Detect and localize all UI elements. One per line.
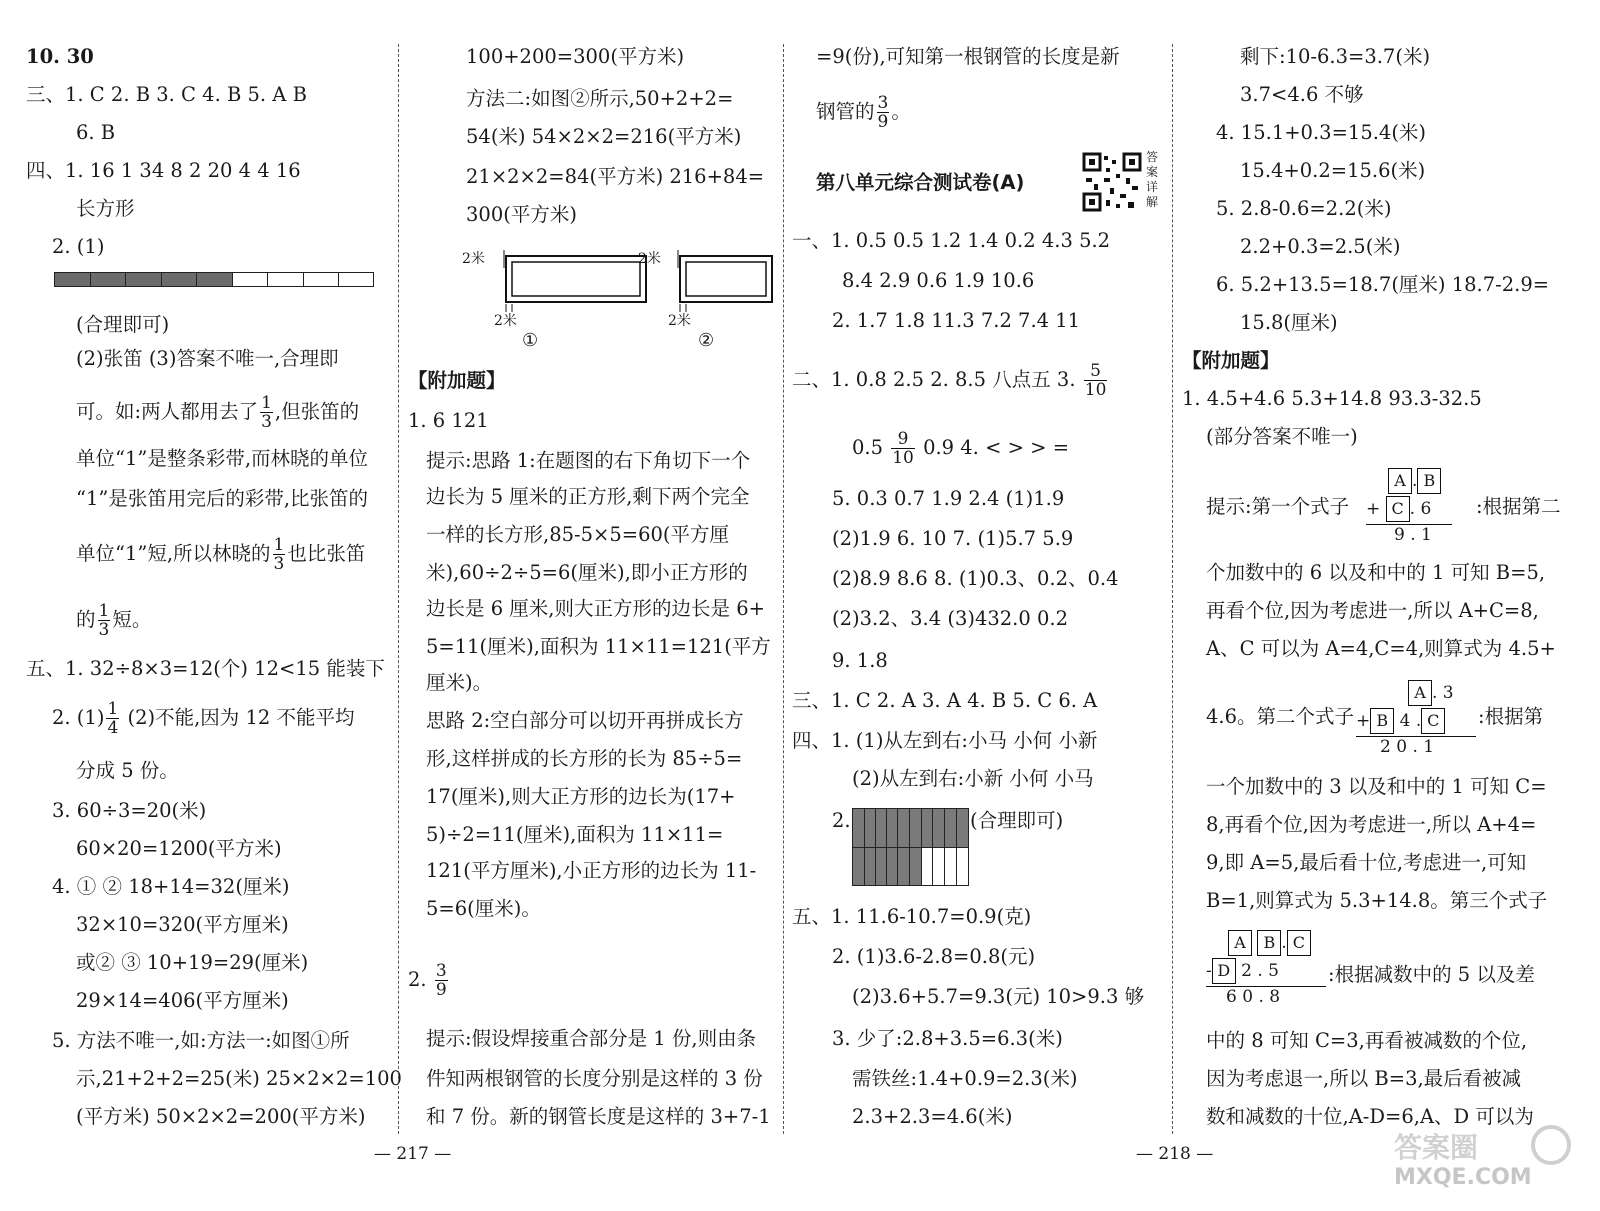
text-line: 21×2×2=84(平方米) 216+84=	[466, 165, 765, 188]
text-line: 5)÷2=11(厘米),面积为 11×11=	[426, 823, 724, 846]
text-line: 三、1. C 2. B 3. C 4. B 5. A B	[26, 83, 307, 106]
text-line: =9(份),可知第一根钢管的长度是新	[816, 45, 1120, 68]
decimal-point: .	[1412, 471, 1418, 491]
column-divider	[1172, 44, 1173, 1134]
digit: 2 . 5	[1241, 961, 1279, 981]
text-line: B=1,则算式为 5.3+14.8。第三个式子	[1206, 889, 1548, 912]
watermark	[1386, 1123, 1576, 1193]
text-line: 60×20=1200(平方米)	[76, 837, 282, 860]
text-line: (合理即可)	[970, 809, 1064, 832]
text-line: 米),60÷2÷5=6(厘米),即小正方形的	[426, 561, 748, 584]
text-line: 厘米)。	[426, 671, 493, 694]
text-line: 15.4+0.2=15.6(米)	[1240, 159, 1426, 182]
text-line: 再看个位,因为考虑进一,所以 A+C=8,	[1206, 599, 1539, 622]
text-line: 15.8(厘米)	[1240, 311, 1338, 334]
text-line: 2.	[832, 809, 851, 832]
operator: -	[1206, 961, 1212, 981]
text-line: 件知两根钢管的长度分别是这样的 3 份	[426, 1067, 763, 1090]
fraction-one-fourth: $\frac{1}{4}$	[107, 699, 119, 738]
text-line: 100+200=300(平方米)	[466, 45, 685, 68]
result: 6 0 . 8	[1206, 986, 1326, 1015]
text-line: 2. (1) $\frac{1}{4}$ (2)不能,因为 12 不能平均	[52, 699, 355, 738]
text-line: (2)3.6+5.7=9.3(元) 10>9.3 够	[852, 985, 1145, 1008]
digit-box: B	[1257, 930, 1281, 956]
text-line: 方法二:如图②所示,50+2+2=	[466, 87, 734, 110]
text-line: 17(厘米),则大正方形的边长为(17+	[426, 785, 736, 808]
text-line: 形,这样拼成的长方形的长为 85÷5=	[426, 747, 743, 770]
text-line: 单位“1”是整条彩带,而林晓的单位	[76, 447, 369, 470]
text-line: (平方米) 50×2×2=200(平方米)	[76, 1105, 366, 1128]
text-line: 2.3+2.3=4.6(米)	[852, 1105, 1013, 1128]
digit-box: A	[1408, 680, 1432, 706]
ribbon-strip	[54, 272, 374, 287]
text-line: 2. 1.7 1.8 11.3 7.2 7.4 11	[832, 309, 1081, 332]
vertical-calc-1	[1366, 468, 1452, 553]
text-line: (合理即可)	[76, 313, 170, 336]
text-line: 【附加题】	[408, 369, 506, 392]
text-line: 一个加数中的 3 以及和中的 1 可知 C=	[1206, 775, 1547, 798]
figure-number: ②	[698, 330, 715, 351]
svg-text:答案圈: 答案圈	[1394, 1131, 1479, 1164]
text-line: 29×14=406(平方厘米)	[76, 989, 289, 1012]
grid-figure	[852, 808, 969, 886]
text-line: 边长是 6 厘米,则大正方形的边长是 6+	[426, 597, 765, 620]
result: 9 . 1	[1366, 524, 1452, 553]
text-line: 2.2+0.3=2.5(米)	[1240, 235, 1401, 258]
text-line: 4.6。第二个式子	[1206, 705, 1355, 728]
fraction-one-third: $\frac{1}{3}$	[261, 393, 272, 432]
page-number-left: — 217 —	[374, 1144, 452, 1164]
text-line: 32×10=320(平方厘米)	[76, 913, 289, 936]
text-line: 提示:假设焊接重合部分是 1 份,则由条	[426, 1027, 757, 1050]
text-line: 中的 8 可知 C=3,再看被减数的个位,	[1206, 1029, 1528, 1052]
watermark-text: MXQE.COM	[1394, 1165, 1532, 1190]
text-line: 四、1. 16 1 34 8 2 20 4 4 16	[26, 159, 301, 182]
text-line: 6. B	[76, 121, 116, 144]
text-line: 4. 15.1+0.3=15.4(米)	[1216, 121, 1427, 144]
text-line: 1. 6 121	[408, 409, 489, 432]
digit-box: B	[1370, 708, 1394, 734]
text-line: 【附加题】	[1182, 349, 1280, 372]
text-line: 5=6(厘米)。	[426, 897, 541, 920]
digit-box: A	[1228, 930, 1252, 956]
text-line: 6. 5.2+13.5=18.7(厘米) 18.7-2.9=	[1216, 273, 1550, 296]
digit: 4 .	[1399, 711, 1422, 731]
text-line: (2)8.9 8.6 8. (1)0.3、0.2、0.4	[832, 567, 1119, 590]
text-line: 9. 1.8	[832, 649, 888, 672]
text-line: 三、1. C 2. A 3. A 4. B 5. C 6. A	[792, 689, 1098, 712]
text-line: 2. $\frac{3}{9}$	[408, 961, 447, 1000]
decimal-point: .	[1409, 499, 1416, 519]
page-number-right: — 218 —	[1136, 1144, 1214, 1164]
decimal-point: .	[1281, 933, 1287, 953]
text-line: 2. (1)3.6-2.8=0.8(元)	[832, 945, 1036, 968]
digit-box: C	[1386, 496, 1410, 522]
digit-box: C	[1421, 708, 1445, 734]
figure-label: 2米	[462, 251, 485, 267]
digit: . 3	[1432, 683, 1454, 703]
text-line: 一样的长方形,85-5×5=60(平方厘	[426, 523, 730, 546]
figure-label: 2米	[494, 313, 517, 329]
fraction-three-ninths: $\frac{3}{9}$	[877, 93, 889, 132]
text-line: 一、1. 0.5 0.5 1.2 1.4 0.2 4.3 5.2	[792, 229, 1111, 252]
text-line: 3.7<4.6 不够	[1240, 83, 1364, 106]
text-line: 0.5 $\frac{9}{10}$ 0.9 4. < > > =	[852, 429, 1070, 468]
result: 2 0 . 1	[1356, 736, 1476, 765]
text-line: 个加数中的 6 以及和中的 1 可知 B=5,	[1206, 561, 1546, 584]
operator: +	[1356, 711, 1371, 731]
text-line: (2)从左到右:小新 小何 小马	[852, 767, 1094, 790]
text-line: 121(平方厘米),小正方形的边长为 11-	[426, 859, 757, 882]
fraction-nine-tenths: $\frac{9}{10}$	[892, 429, 914, 468]
digit-box: B	[1417, 468, 1441, 494]
text-line: 4. ① ② 18+14=32(厘米)	[52, 875, 290, 898]
text-line: 300(平方米)	[466, 203, 577, 226]
text-line: 3. 少了:2.8+3.5=6.3(米)	[832, 1027, 1063, 1050]
text-line: 需铁丝:1.4+0.9=2.3(米)	[852, 1067, 1078, 1090]
figure-rectangles	[460, 240, 790, 350]
digit: 6	[1420, 499, 1432, 519]
fraction-five-tenths: $\frac{5}{10}$	[1084, 361, 1107, 400]
text-line: 2. (1)	[52, 235, 105, 258]
text-line: (2)1.9 6. 10 7. (1)5.7 5.9	[832, 527, 1074, 550]
text-line: 5. 0.3 0.7 1.9 2.4 (1)1.9	[832, 487, 1065, 510]
text-line: 思路 2:空白部分可以切开再拼成长方	[426, 709, 744, 732]
text-line: :根据第	[1478, 705, 1544, 728]
text-line: 1. 4.5+4.6 5.3+14.8 93.3-32.5	[1182, 387, 1482, 410]
text-line: 提示:思路 1:在题图的右下角切下一个	[426, 449, 751, 472]
vertical-calc-2	[1356, 680, 1476, 765]
digit-box: C	[1287, 930, 1311, 956]
text-line: 数和减数的十位,A-D=6,A、D 可以为	[1206, 1105, 1534, 1128]
text-line: 9,即 A=5,最后看十位,考虑进一,可知	[1206, 851, 1527, 874]
text-line: 单位“1”短,所以林晓的 $\frac{1}{3}$ 也比张笛	[76, 535, 366, 574]
text-line: 54(米) 54×2×2=216(平方米)	[466, 125, 742, 148]
text-line: “1”是张笛用完后的彩带,比张笛的	[76, 487, 369, 510]
fraction-one-third: $\frac{1}{3}$	[273, 535, 285, 574]
digit-box: D	[1212, 958, 1236, 984]
qr-code	[1082, 152, 1142, 212]
text-line: (部分答案不唯一)	[1206, 425, 1358, 448]
column-divider	[783, 44, 784, 1134]
column-divider	[398, 44, 399, 1134]
figure-label: 2米	[638, 251, 661, 267]
text-line: 长方形	[76, 197, 135, 220]
section-title: 第八单元综合测试卷(A)	[816, 171, 1025, 194]
text-line: 因为考虑退一,所以 B=3,最后看被减	[1206, 1067, 1522, 1090]
fraction-one-third: $\frac{1}{3}$	[98, 601, 110, 640]
text-line: 四、1. (1)从左到右:小马 小何 小新	[792, 729, 1098, 752]
text-line: 剩下:10-6.3=3.7(米)	[1240, 45, 1431, 68]
figure-number: ①	[522, 330, 539, 351]
text-line: 或② ③ 10+19=29(厘米)	[76, 951, 309, 974]
text-line: 提示:第一个式子	[1206, 495, 1350, 518]
fraction-three-ninths: $\frac{3}{9}$	[435, 961, 447, 1000]
text-line: 的 $\frac{1}{3}$ 短。	[76, 601, 152, 640]
text-line: 分成 5 份。	[76, 759, 179, 782]
text-line: :根据第二	[1476, 495, 1561, 518]
text-line: (2)3.2、3.4 (3)432.0 0.2	[832, 607, 1068, 630]
text-line: 可。如:两人都用去了 $\frac{1}{3}$ ,但张笛的	[76, 393, 360, 432]
text-line: 8,再看个位,因为考虑进一,所以 A+4=	[1206, 813, 1537, 836]
text-line: 二、1. 0.8 2.5 2. 8.5 八点五 3. $\frac{5}{10}$	[792, 361, 1107, 400]
text-line: A、C 可以为 A=4,C=4,则算式为 4.5+	[1206, 637, 1556, 660]
text-line: 3. 60÷3=20(米)	[52, 799, 207, 822]
qr-label: 答案详解	[1146, 150, 1159, 209]
text-line: 五、1. 11.6-10.7=0.9(克)	[792, 905, 1032, 928]
text-line: 和 7 份。新的钢管长度是这样的 3+7-1	[426, 1105, 771, 1128]
text-line: 钢管的 $\frac{3}{9}$ 。	[816, 93, 911, 132]
text-line: 边长为 5 厘米的正方形,剩下两个完全	[426, 485, 750, 508]
text-line: 5=11(厘米),面积为 11×11=121(平方	[426, 635, 771, 658]
text-line: 5. 方法不唯一,如:方法一:如图①所	[52, 1029, 350, 1052]
text-line: (2)张笛 (3)答案不唯一,合理即	[76, 347, 339, 370]
text-line: 5. 2.8-0.6=2.2(米)	[1216, 197, 1392, 220]
figure-label: 2米	[668, 313, 691, 329]
text-line: 10. 30	[26, 45, 94, 68]
text-line: 8.4 2.9 0.6 1.9 10.6	[842, 269, 1035, 292]
text-line: 五、1. 32÷8×3=12(个) 12<15 能装下	[26, 657, 385, 680]
vertical-calc-3	[1206, 930, 1326, 1015]
operator: +	[1366, 499, 1381, 519]
text-line: 示,21+2+2=25(米) 25×2×2=100	[76, 1067, 402, 1090]
text-line: :根据减数中的 5 以及差	[1328, 963, 1535, 986]
digit-box: A	[1388, 468, 1412, 494]
